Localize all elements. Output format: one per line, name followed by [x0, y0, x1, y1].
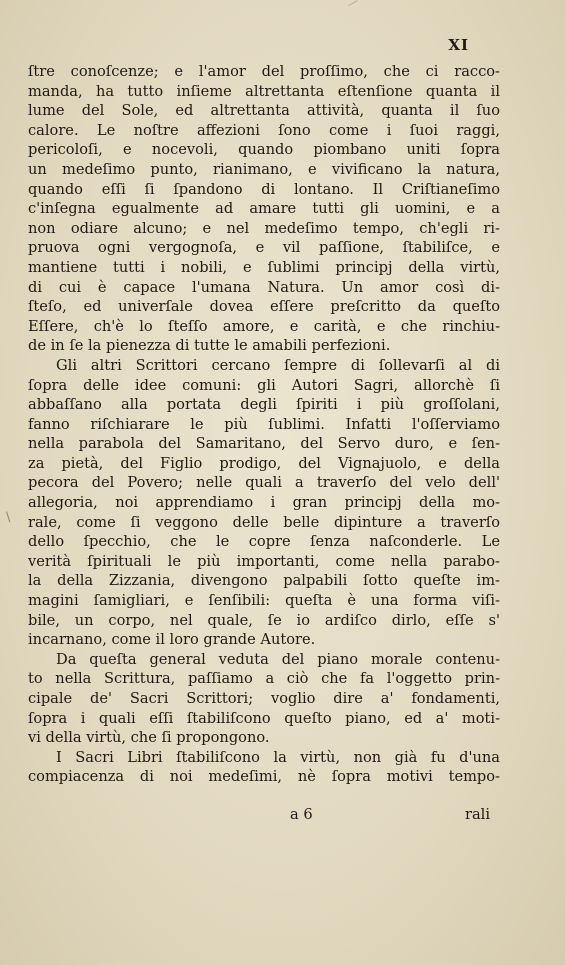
- text-line: pruova ogni vergognoſa, e vil paſſione, ſtabiliſce, e: [28, 239, 500, 257]
- text-line: allegoria, noi apprendiamo i gran principj della mo-: [28, 494, 500, 512]
- text-line: bile, un corpo, nel quale, ſe io ardiſco dirlo, eſſe s': [28, 611, 500, 629]
- margin-mark: \: [6, 510, 11, 525]
- text-line: abbaſſano alla portata degli ſpiriti i più groſſolani,: [28, 396, 500, 414]
- text-line: cipale de' Sacri Scrittori; voglio dire a' fondamenti,: [28, 690, 500, 707]
- text-line: za pietà, del Figlio prodigo, del Vignajuolo, e della: [28, 454, 500, 472]
- text-line: vi della virtù, che ſi propongono.: [28, 729, 270, 747]
- text-line: de in ſe la pienezza di tutte le amabili perfezioni.: [28, 337, 391, 355]
- text-line: verità ſpirituali le più importanti, come nella parabo-: [28, 552, 500, 570]
- text-line: compiacenza di noi medeſimi, nè ſopra motivi tempo-: [28, 768, 500, 786]
- text-line: c'inſegna egualmente ad amare tutti gli uomini, e a: [28, 200, 500, 218]
- text-line: ſteſo, ed univerſale dovea eſſere preſcritto da queſto: [28, 298, 500, 316]
- text-line: Eſſere, ch'è lo ſteſſo amore, e carità, e che rinchiu-: [28, 317, 500, 335]
- text-line: un medeſimo punto, rianimano, e vivificano la natura,: [28, 160, 500, 178]
- text-line: di cui è capace l'umana Natura. Un amor così di-: [28, 278, 500, 296]
- text-line: to nella Scrittura, paſſiamo a ciò che fa l'oggetto prin-: [28, 670, 500, 688]
- text-line: I Sacri Libri ſtabiliſcono la virtù, non già fu d'una: [56, 748, 500, 766]
- text-line: lume del Sole, ed altrettanta attività, quanta il ſuo: [28, 102, 500, 120]
- text-line: fanno riſchiarare le più ſublimi. Infatti l'oſſerviamo: [28, 415, 500, 433]
- text-line: ſopra delle idee comuni: gli Autori Sagri, allorchè ſi: [28, 376, 500, 394]
- page-number: XI: [448, 36, 469, 54]
- text-line: calore. Le noſtre affezioni ſono come i ſuoi raggi,: [28, 121, 500, 139]
- body-text: [28, 62, 500, 787]
- catchword: rali: [464, 806, 490, 823]
- page-mark: [348, 0, 361, 13]
- text-line: incarnano, come il loro grande Autore.: [28, 631, 316, 649]
- text-line: pericoloſi, e nocevoli, quando piombano uniti ſopra: [28, 141, 500, 159]
- text-line: dello ſpecchio, che le copre ſenza naſconderle. Le: [28, 533, 500, 551]
- text-line: Da queſta general veduta del piano morale contenu-: [56, 650, 500, 668]
- text-line: magini ſamigliari, e ſenſibili: queſta è una forma viſi-: [28, 592, 500, 610]
- text-line: rale, come ſi veggono delle belle dipinture a traverſo: [28, 513, 500, 531]
- text-line: nella parabola del Samaritano, del Servo duro, e ſen-: [28, 435, 500, 453]
- text-line: manda, ha tutto inſieme altrettanta eſtenſione quanta il: [28, 82, 500, 100]
- text-line: Gli altri Scrittori cercano ſempre di ſollevarſi al di: [56, 356, 500, 374]
- text-line: ſopra i quali eſſi ſtabiliſcono queſto piano, ed a' moti-: [28, 709, 500, 727]
- text-line: non odiare alcuno; e nel medeſimo tempo, ch'egli ri-: [28, 219, 500, 237]
- text-line: quando eſſi ſi ſpandono di lontano. Il Criſtianeſimo: [28, 180, 500, 198]
- text-line: ſtre conoſcenze; e l'amor del proſſimo, che ci racco-: [28, 63, 500, 80]
- signature-mark: a 6: [290, 806, 313, 823]
- text-line: la della Zizzania, divengono palpabili ſotto queſte im-: [28, 572, 500, 590]
- text-line: mantiene tutti i nobili, e ſublimi principj della virtù,: [28, 258, 500, 276]
- text-line: pecora del Povero; nelle quali a traverſo del velo dell': [28, 474, 500, 492]
